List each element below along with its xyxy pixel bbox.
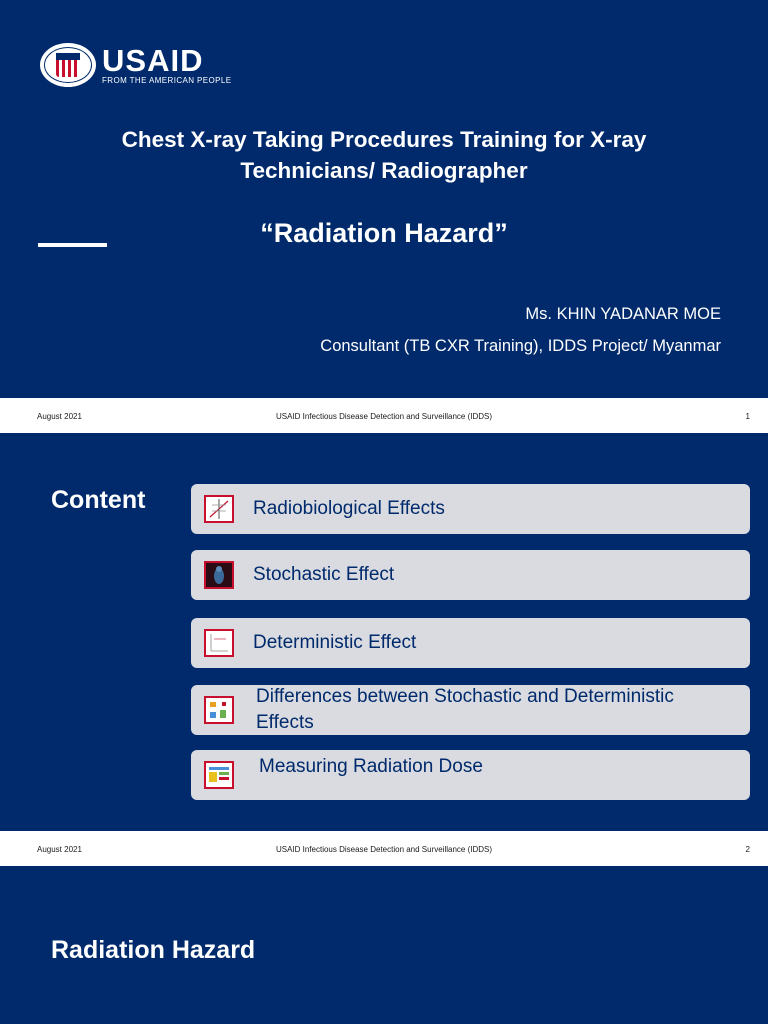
usaid-tagline: FROM THE AMERICAN PEOPLE (102, 75, 232, 85)
slide-subtitle: “Radiation Hazard” (260, 218, 508, 248)
slide-footer (0, 831, 768, 866)
chart-thumbnail-icon (204, 495, 234, 523)
content-item-label: Stochastic Effect (253, 564, 395, 585)
content-item-label (256, 684, 674, 736)
footer-date: August 2021 (37, 845, 82, 854)
content-item-label: Radiobiological Effects (253, 498, 445, 519)
title-line-2: Technicians/ Radiographer (240, 158, 528, 183)
footer-date: August 2021 (37, 412, 82, 421)
section-heading: Radiation Hazard (51, 936, 256, 964)
label-line-2: Effects (256, 712, 314, 733)
page-number: 1 (745, 412, 750, 421)
diagram-thumbnail-icon (204, 696, 234, 724)
page-number: 2 (745, 845, 750, 854)
dark-image-thumbnail-icon (204, 561, 234, 589)
content-item-label: Measuring Radiation Dose (259, 756, 483, 777)
content-heading: Content (51, 486, 146, 514)
slide-title (40, 124, 728, 186)
section-slide (0, 866, 768, 1024)
presenter-name: Ms. KHIN YADANAR MOE (525, 305, 721, 323)
footer-org: USAID Infectious Disease Detection and Surveillance (IDDS) (275, 845, 493, 854)
title-slide (0, 0, 768, 398)
content-item-measuring-radiation-dose[interactable] (191, 750, 750, 800)
content-item-stochastic-effect[interactable] (191, 550, 750, 600)
content-item-label: Deterministic Effect (253, 632, 417, 653)
title-line-1: Chest X-ray Taking Procedures Training for X-ray (121, 127, 647, 152)
graph-thumbnail-icon (204, 629, 234, 657)
usaid-logo (40, 43, 231, 87)
table-thumbnail-icon (204, 761, 234, 789)
usaid-wordmark: USAID (102, 42, 204, 78)
content-item-deterministic-effect[interactable] (191, 618, 750, 668)
content-slide (0, 433, 768, 831)
slide-footer (0, 398, 768, 433)
usaid-seal-icon (40, 43, 96, 87)
label-line-1: Differences between Stochastic and Deterministic (256, 686, 674, 707)
footer-org: USAID Infectious Disease Detection and Surveillance (IDDS) (275, 412, 493, 421)
content-item-differences[interactable] (191, 685, 750, 735)
presenter-affiliation: Consultant (TB CXR Training), IDDS Project/ Myanmar (320, 337, 721, 355)
content-item-radiobiological-effects[interactable] (191, 484, 750, 534)
